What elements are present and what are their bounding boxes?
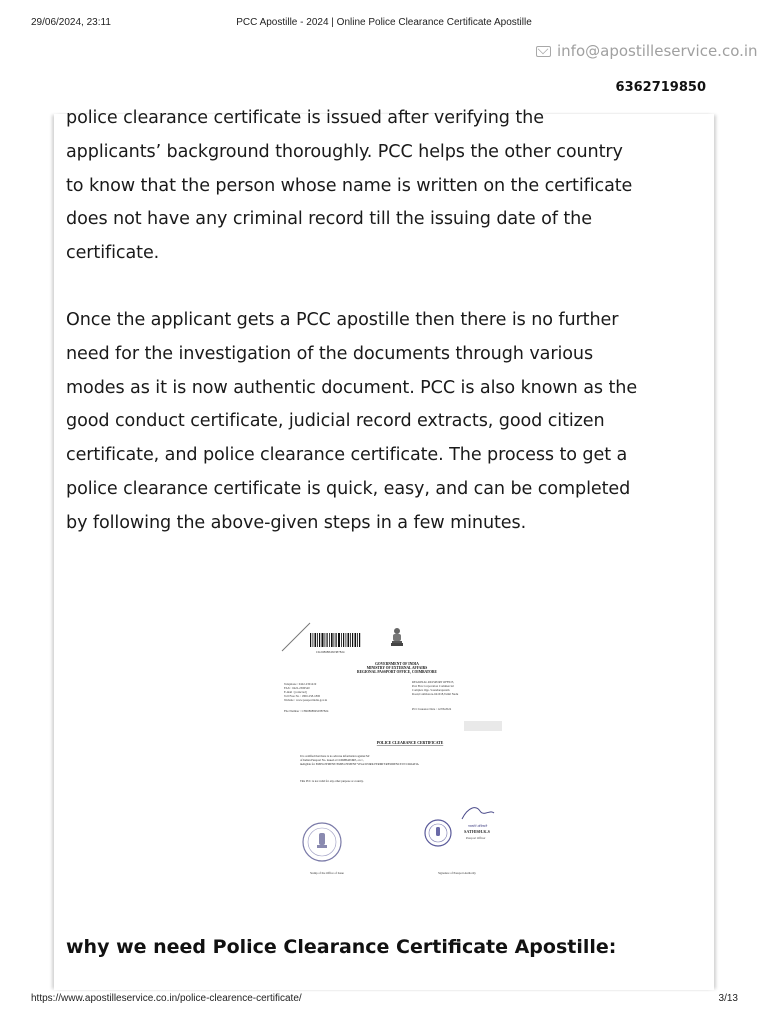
cert-left-info-5: Website : www.passportindia.gov.in bbox=[284, 698, 328, 702]
cert-validity-note: This PCC is not valid for any other purpose or country. bbox=[300, 779, 364, 783]
email-text: info@apostilleservice.co.in bbox=[557, 42, 758, 60]
cert-left-info-4: Toll Free No : 1800-258-1800 bbox=[284, 694, 321, 698]
page-counter: 3/13 bbox=[718, 993, 738, 1004]
redaction-block bbox=[464, 721, 502, 731]
content-card bbox=[54, 108, 714, 990]
cert-right-info-4: Road,Coimbatore-641018,Tamil Nadu bbox=[412, 692, 459, 696]
cert-body-1: It is certified that there is no adverse information against M/ bbox=[300, 754, 370, 758]
cert-body-3: ineligible for EMPLOYMENT/EMPLOYMENT VISA/WORK PERMIT/RESIDENCE IN CROATIA bbox=[300, 762, 419, 766]
cert-body-2: of Indian Passport No. issued at COIMBATORE, on //, bbox=[300, 758, 364, 762]
signature-caption: Signature of Passport Authority bbox=[438, 871, 476, 875]
barcode-text: CK2086884S0387824 bbox=[316, 650, 345, 654]
paragraph-pcc-description: police clearance certificate is issued after verifying the applicants’ background thoroughly. PCC helps the other country to know that the person whose name is written on the certificate does not have any criminal record till the issuing date of the certificate. bbox=[66, 108, 633, 264]
cert-issuance-date: PCC Issuance Date : 12/06/2024 bbox=[412, 707, 452, 711]
cert-right-info-3: Complex Opp. Soundarapuram bbox=[412, 688, 450, 692]
cert-header-3: REGIONAL PASSPORT OFFICE, COIMBATORE bbox=[357, 670, 437, 674]
cert-left-info-3: E-mail : [redacted] bbox=[284, 690, 307, 694]
cert-title: POLICE CLEARANCE CERTIFICATE bbox=[376, 741, 444, 745]
cert-header-2: MINISTRY OF EXTERNAL AFFAIRS bbox=[366, 666, 428, 670]
signatory-role: Passport Officer bbox=[466, 836, 486, 840]
signatory-script-line: पासपोर्ट अधिकारी bbox=[468, 824, 488, 828]
section-heading: why we need Police Clearance Certificate Apostille: bbox=[66, 936, 617, 958]
email-link[interactable] bbox=[536, 40, 758, 62]
stamp-caption: Stamp of the Office of Issue bbox=[310, 871, 344, 875]
phone-number[interactable]: 6362719850 bbox=[615, 80, 706, 95]
cert-left-info-2: FAX : 0422-2306540 bbox=[284, 686, 310, 690]
mail-icon bbox=[536, 46, 551, 57]
print-datetime: 29/06/2024, 23:11 bbox=[31, 17, 111, 28]
print-page-title: PCC Apostille - 2024 | Online Police Clearance Certificate Apostille bbox=[236, 17, 532, 28]
print-footer bbox=[0, 993, 768, 1013]
cert-right-info-2: Post Box Corporation Commercial bbox=[412, 684, 454, 688]
cert-file-number: File Number : CH2086884S0387824 bbox=[284, 709, 329, 713]
print-header bbox=[0, 0, 768, 40]
page-url: https://www.apostilleservice.co.in/police-clearence-certificate/ bbox=[31, 993, 302, 1004]
paragraph-pcc-apostille: Once the applicant gets a PCC apostille then there is no further need for the investigation of the documents through various modes as it is now authentic document. PCC is also known as the good conduct certificate, judicial record extracts, good citizen certificate, and police clearance certificate. The process to get a police clearance certificate is quick, easy, and can be completed by following the above-given steps in a few minutes. bbox=[66, 310, 638, 533]
signatory-name: SATHISH.K.S bbox=[464, 829, 490, 834]
police-clearance-certificate-image bbox=[280, 619, 520, 909]
cert-right-info-1: REGIONAL PASSPORT OFFICE, bbox=[412, 680, 455, 684]
cert-left-info-1: Telephone : 0422-2301419 bbox=[284, 682, 317, 686]
cert-header-1: GOVERNMENT OF INDIA bbox=[375, 662, 419, 666]
passport-officer-seal bbox=[425, 820, 451, 846]
